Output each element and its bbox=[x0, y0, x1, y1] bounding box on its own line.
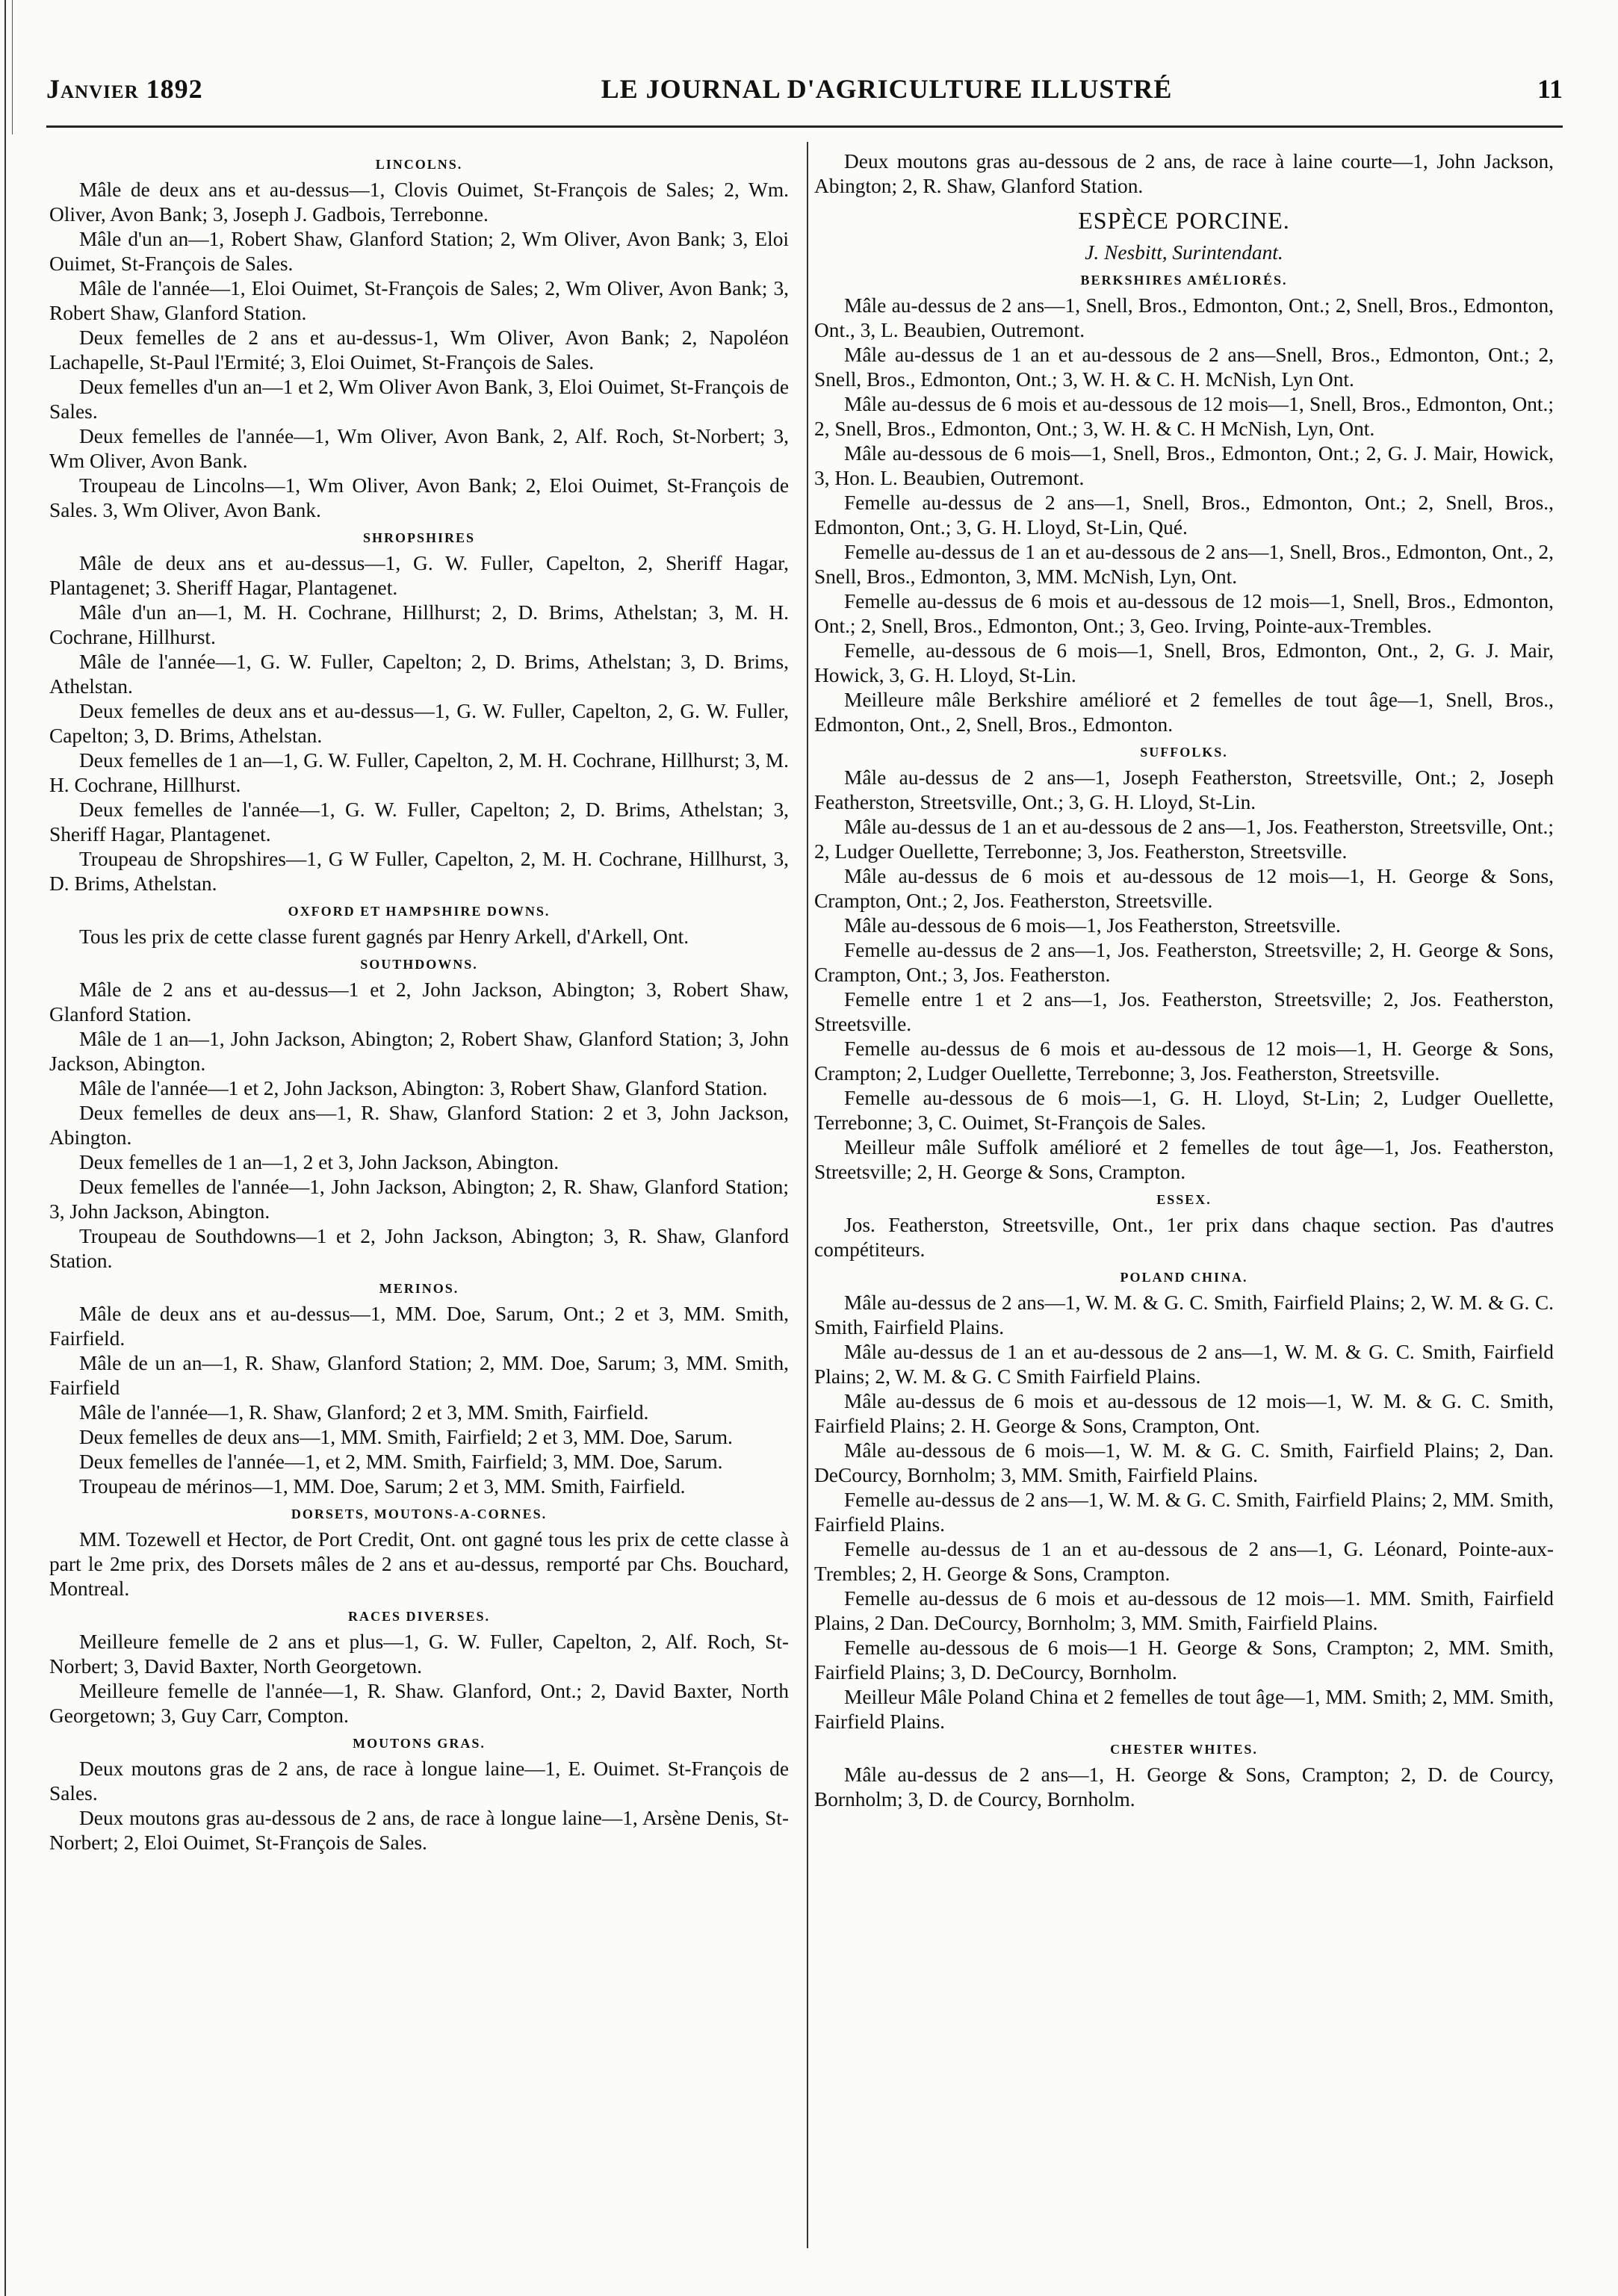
paragraph: Mâle au-dessus de 2 ans—1, H. George & Sons, Crampton; 2, D. de Courcy, Bornholm; 3, D. de Courcy, Bornholm. bbox=[814, 1763, 1554, 1811]
paragraph: Mâle de 1 an—1, John Jackson, Abington; 2, Robert Shaw, Glanford Station; 3, John Jackson, Abington. bbox=[49, 1028, 789, 1075]
paragraph: Mâle au-dessous de 6 mois—1, W. M. & G. C. Smith, Fairfield Plains; 2, Dan. DeCourcy, Bornholm; 3, MM. Smith, Fairfield Plains. bbox=[814, 1439, 1554, 1486]
paragraph: Deux femelles de l'année—1, Wm Oliver, Avon Bank, 2, Alf. Roch, St-Norbert; 3, Wm Oliver, Avon Bank. bbox=[49, 425, 789, 472]
paragraph: Deux femelles d'un an—1 et 2, Wm Oliver Avon Bank, 3, Eloi Ouimet, St-François de Sales. bbox=[49, 376, 789, 423]
section-heading: OXFORD ET HAMPSHIRE DOWNS. bbox=[288, 904, 551, 919]
paragraph: Troupeau de Shropshires—1, G W Fuller, Capelton, 2, M. H. Cochrane, Hillhurst, 3, D. Brims, Athelstan. bbox=[49, 848, 789, 895]
paragraph: Mâle de l'année—1, G. W. Fuller, Capelton; 2, D. Brims, Athelstan; 3, D. Brims, Athelstan. bbox=[49, 651, 789, 698]
section-heading: SOUTHDOWNS. bbox=[360, 957, 478, 972]
paragraph: Tous les prix de cette classe furent gagnés par Henry Arkell, d'Arkell, Ont. bbox=[79, 925, 689, 948]
paragraph: Mâle d'un an—1, M. H. Cochrane, Hillhurst; 2, D. Brims, Athelstan; 3, M. H. Cochrane, Hillhurst. bbox=[49, 601, 789, 648]
paragraph: Mâle au-dessus de 6 mois et au-dessous de 12 mois—1, Snell, Bros., Edmonton, Ont.; 2, Snell, Bros., Edmonton, Ont.; 3, W. H. & C. H McNish, Lyn, Ont. bbox=[814, 393, 1554, 440]
paragraph: Mâle de un an—1, R. Shaw, Glanford Station; 2, MM. Doe, Sarum; 3, MM. Smith, Fairfield bbox=[49, 1352, 789, 1399]
page-number: 11 bbox=[1537, 74, 1563, 104]
paragraph: Troupeau de mérinos—1, MM. Doe, Sarum; 2 et 3, MM. Smith, Fairfield. bbox=[79, 1475, 686, 1498]
section-heading: MERINOS. bbox=[379, 1281, 459, 1296]
paragraph: Mâle au-dessous de 6 mois—1, Snell, Bros., Edmonton, Ont.; 2, G. J. Mair, Howick, 3, Hon. L. Beaubien, Outremont. bbox=[814, 442, 1554, 489]
paragraph: Femelle au-dessous de 6 mois—1, G. H. Lloyd, St-Lin; 2, Ludger Ouellette, Terrebonne; 3, C. Ouimet, St-François de Sales. bbox=[814, 1087, 1554, 1134]
paragraph: Mâle de l'année—1 et 2, John Jackson, Abington: 3, Robert Shaw, Glanford Station. bbox=[79, 1077, 768, 1099]
paragraph: Femelle au-dessus de 1 an et au-dessous de 2 ans—1, Snell, Bros., Edmonton, Ont., 2, Snell, Bros., Edmonton, 3, MM. McNish, Lyn, Ont. bbox=[814, 541, 1554, 588]
paragraph: Mâle de 2 ans et au-dessus—1 et 2, John Jackson, Abington; 3, Robert Shaw, Glanford Station. bbox=[49, 978, 789, 1026]
paragraph: Femelle au-dessus de 2 ans—1, W. M. & G. C. Smith, Fairfield Plains; 2, MM. Smith, Fairfield Plains. bbox=[814, 1489, 1554, 1536]
journal-title: LE JOURNAL D'AGRICULTURE ILLUSTRÉ bbox=[601, 74, 1173, 104]
section-heading: LINCOLNS. bbox=[375, 157, 463, 172]
section-heading: CHESTER WHITES. bbox=[1110, 1742, 1258, 1757]
paragraph: Deux femelles de l'année—1, John Jackson, Abington; 2, R. Shaw, Glanford Station; 3, John Jackson, Abington. bbox=[49, 1176, 789, 1223]
paragraph: Deux femelles de 1 an—1, 2 et 3, John Jackson, Abington. bbox=[79, 1151, 560, 1173]
paragraph: Mâle au-dessus de 2 ans—1, W. M. & G. C. Smith, Fairfield Plains; 2, W. M. & G. C. Smith, Fairfield Plains. bbox=[814, 1291, 1554, 1338]
left-column bbox=[49, 149, 789, 1855]
paragraph: Deux femelles de deux ans—1, MM. Smith, Fairfield; 2 et 3, MM. Doe, Sarum. bbox=[79, 1426, 733, 1448]
paragraph: Mâle au-dessus de 2 ans—1, Snell, Bros., Edmonton, Ont.; 2, Snell, Bros., Edmonton, Ont., 3, L. Beaubien, Outremont. bbox=[814, 294, 1554, 341]
paragraph: Femelle, au-dessous de 6 mois—1, Snell, Bros, Edmonton, Ont., 2, G. J. Mair, Howick, 3, G. H. Lloyd, St-Lin. bbox=[814, 639, 1554, 686]
paragraph: Mâle de l'année—1, R. Shaw, Glanford; 2 et 3, MM. Smith, Fairfield. bbox=[79, 1401, 649, 1424]
margin-rule bbox=[4, 0, 6, 2296]
section-heading: RACES DIVERSES. bbox=[347, 1609, 491, 1624]
section-heading: BERKSHIRES AMÉLIORÉS. bbox=[1080, 273, 1288, 288]
subtitle: J. Nesbitt, Surintendant. bbox=[1085, 241, 1283, 264]
paragraph: Femelle au-dessus de 6 mois et au-dessous de 12 mois—1, Snell, Bros., Edmonton, Ont.; 2, Snell, Bros., Edmonton, Ont.; 3, Geo. Irving, Pointe-aux-Trembles. bbox=[814, 590, 1554, 637]
paragraph: Meilleure femelle de l'année—1, R. Shaw. Glanford, Ont.; 2, David Baxter, North Georgetown; 3, Guy Carr, Compton. bbox=[49, 1680, 789, 1727]
section-heading: ESSEX. bbox=[1156, 1192, 1212, 1207]
paragraph: Femelle au-dessus de 6 mois et au-dessous de 12 mois—1, H. George & Sons, Crampton; 2, Ludger Ouellette, Terrebonne; 3, Jos. Featherston, Streetsville. bbox=[814, 1037, 1554, 1085]
section-heading: SHROPSHIRES bbox=[362, 530, 476, 545]
paragraph: Meilleure femelle de 2 ans et plus—1, G. W. Fuller, Capelton, 2, Alf. Roch, St-Norbert; 3, David Baxter, North Georgetown. bbox=[49, 1631, 789, 1678]
paragraph: Femelle au-dessus de 6 mois et au-dessous de 12 mois—1. MM. Smith, Fairfield Plains, 2 Dan. DeCourcy, Bornholm; 3, MM. Smith, Fairfield Plains. bbox=[814, 1587, 1554, 1634]
section-title: ESPÈCE PORCINE. bbox=[1078, 207, 1290, 234]
paragraph: Deux femelles de deux ans—1, R. Shaw, Glanford Station: 2 et 3, John Jackson, Abington. bbox=[49, 1102, 789, 1149]
paragraph: Mâle au-dessus de 1 an et au-dessous de 2 ans—1, W. M. & G. C. Smith, Fairfield Plains; 2, W. M. & G. C Smith Fairfield Plains. bbox=[814, 1341, 1554, 1388]
paragraph: Deux moutons gras au-dessous de 2 ans, de race à longue laine—1, Arsène Denis, St-Norbert; 2, Eloi Ouimet, St-François de Sales. bbox=[49, 1807, 789, 1854]
section-heading: MOUTONS GRAS. bbox=[353, 1736, 486, 1751]
paragraph: Troupeau de Lincolns—1, Wm Oliver, Avon Bank; 2, Eloi Ouimet, St-François de Sales. 3, Wm Oliver, Avon Bank. bbox=[49, 474, 789, 521]
paragraph: Deux femelles de deux ans et au-dessus—1, G. W. Fuller, Capelton, 2, G. W. Fuller, Capelton; 3, D. Brims, Athelstan. bbox=[49, 700, 789, 747]
paragraph: Femelle au-dessous de 6 mois—1 H. George & Sons, Crampton; 2, MM. Smith, Fairfield Plains; 3, D. DeCourcy, Bornholm. bbox=[814, 1636, 1554, 1684]
paragraph: Femelle entre 1 et 2 ans—1, Jos. Featherston, Streetsville; 2, Jos. Featherston, Streetsville. bbox=[814, 988, 1554, 1035]
paragraph: Mâle au-dessous de 6 mois—1, Jos Featherston, Streetsville. bbox=[844, 914, 1341, 937]
paragraph: Deux femelles de 2 ans et au-dessus-1, Wm Oliver, Avon Bank; 2, Napoléon Lachapelle, St-Paul l'Ermité; 3, Eloi Ouimet, St-François de Sales. bbox=[49, 326, 789, 373]
column-divider bbox=[807, 142, 808, 2248]
margin-rule-short bbox=[12, 0, 13, 134]
section-heading: SUFFOLKS. bbox=[1140, 745, 1228, 760]
paragraph: Troupeau de Southdowns—1 et 2, John Jackson, Abington; 3, R. Shaw, Glanford Station. bbox=[49, 1225, 789, 1272]
paragraph: Mâle au-dessus de 1 an et au-dessous de 2 ans—Snell, Bros., Edmonton, Ont.; 2, Snell, Bros., Edmonton, Ont.; 3, W. H. & C. H. McNish, Lyn Ont. bbox=[814, 344, 1554, 391]
paragraph: Meilleur Mâle Poland China et 2 femelles de tout âge—1, MM. Smith; 2, MM. Smith, Fairfield Plains. bbox=[814, 1686, 1554, 1733]
paragraph: Mâle au-dessus de 6 mois et au-dessous de 12 mois—1, W. M. & G. C. Smith, Fairfield Plains; 2. H. George & Sons, Crampton, Ont. bbox=[814, 1390, 1554, 1437]
paragraph: Mâle au-dessus de 1 an et au-dessous de 2 ans—1, Jos. Featherston, Streetsville, Ont.; 2, Ludger Ouellette, Terrebonne; 3, Jos. Featherston, Streetsville. bbox=[814, 816, 1554, 863]
section-heading: POLAND CHINA. bbox=[1120, 1270, 1248, 1285]
paragraph: Deux femelles de l'année—1, G. W. Fuller, Capelton; 2, D. Brims, Athelstan; 3, Sheriff Hagar, Plantagenet. bbox=[49, 798, 789, 846]
paragraph: Mâle au-dessus de 2 ans—1, Joseph Featherston, Streetsville, Ont.; 2, Joseph Featherston, Streetsville, Ont.; 3, G. H. Lloyd, St-Lin. bbox=[814, 766, 1554, 813]
paragraph: Deux moutons gras de 2 ans, de race à longue laine—1, E. Ouimet. St-François de Sales. bbox=[49, 1757, 789, 1805]
paragraph: Mâle de deux ans et au-dessus—1, G. W. Fuller, Capelton, 2, Sheriff Hagar, Plantagenet; 3. Sheriff Hagar, Plantagenet. bbox=[49, 552, 789, 599]
paragraph: Mâle au-dessus de 6 mois et au-dessous de 12 mois—1, H. George & Sons, Crampton, Ont.; 2, Jos. Featherston, Streetsville. bbox=[814, 865, 1554, 912]
paragraph: Deux femelles de 1 an—1, G. W. Fuller, Capelton, 2, M. H. Cochrane, Hillhurst; 3, M. H. Cochrane, Hillhurst. bbox=[49, 749, 789, 796]
page-header bbox=[46, 63, 1563, 115]
paragraph: Mâle de l'année—1, Eloi Ouimet, St-François de Sales; 2, Wm Oliver, Avon Bank; 3, Robert Shaw, Glanford Station. bbox=[49, 277, 789, 324]
paragraph: MM. Tozewell et Hector, de Port Credit, Ont. ont gagné tous les prix de cette classe à part le 2me prix, des Dorsets mâles de 2 ans et au-dessus, remporté par Chs. Bouchard, Montreal. bbox=[49, 1528, 789, 1600]
paragraph: Jos. Featherston, Streetsville, Ont., 1er prix dans chaque section. Pas d'autres compétiteurs. bbox=[814, 1214, 1554, 1261]
paragraph: Femelle au-dessus de 2 ans—1, Jos. Featherston, Streetsville; 2, H. George & Sons, Crampton, Ont.; 3, Jos. Featherston. bbox=[814, 939, 1554, 986]
section-heading: DORSETS, MOUTONS-A-CORNES. bbox=[291, 1507, 548, 1521]
paragraph: Mâle d'un an—1, Robert Shaw, Glanford Station; 2, Wm Oliver, Avon Bank; 3, Eloi Ouimet, St-François de Sales. bbox=[49, 228, 789, 275]
issue-date: Janvier 1892 bbox=[46, 74, 203, 104]
paragraph: Deux moutons gras au-dessous de 2 ans, de race à laine courte—1, John Jackson, Abington; 2, R. Shaw, Glanford Station. bbox=[814, 150, 1554, 197]
right-column bbox=[814, 149, 1554, 1812]
paragraph: Femelle au-dessus de 2 ans—1, Snell, Bros., Edmonton, Ont.; 2, Snell, Bros., Edmonton, Ont.; 3, G. H. Lloyd, St-Lin, Qué. bbox=[814, 491, 1554, 539]
paragraph: Mâle de deux ans et au-dessus—1, MM. Doe, Sarum, Ont.; 2 et 3, MM. Smith, Fairfield. bbox=[49, 1303, 789, 1350]
paragraph: Deux femelles de l'année—1, et 2, MM. Smith, Fairfield; 3, MM. Doe, Sarum. bbox=[79, 1450, 723, 1473]
paragraph: Femelle au-dessus de 1 an et au-dessous de 2 ans—1, G. Léonard, Pointe-aux-Trembles; 2, H. George & Sons, Crampton. bbox=[814, 1538, 1554, 1585]
paragraph: Meilleure mâle Berkshire amélioré et 2 femelles de tout âge—1, Snell, Bros., Edmonton, Ont., 2, Snell, Bros., Edmonton. bbox=[814, 689, 1554, 736]
paragraph: Mâle de deux ans et au-dessus—1, Clovis Ouimet, St-François de Sales; 2, Wm. Oliver, Avon Bank; 3, Joseph J. Gadbois, Terrebonne. bbox=[49, 179, 789, 226]
paragraph: Meilleur mâle Suffolk amélioré et 2 femelles de tout âge—1, Jos. Featherston, Streetsville; 2, H. George & Sons, Crampton. bbox=[814, 1136, 1554, 1183]
header-rule bbox=[46, 125, 1563, 128]
